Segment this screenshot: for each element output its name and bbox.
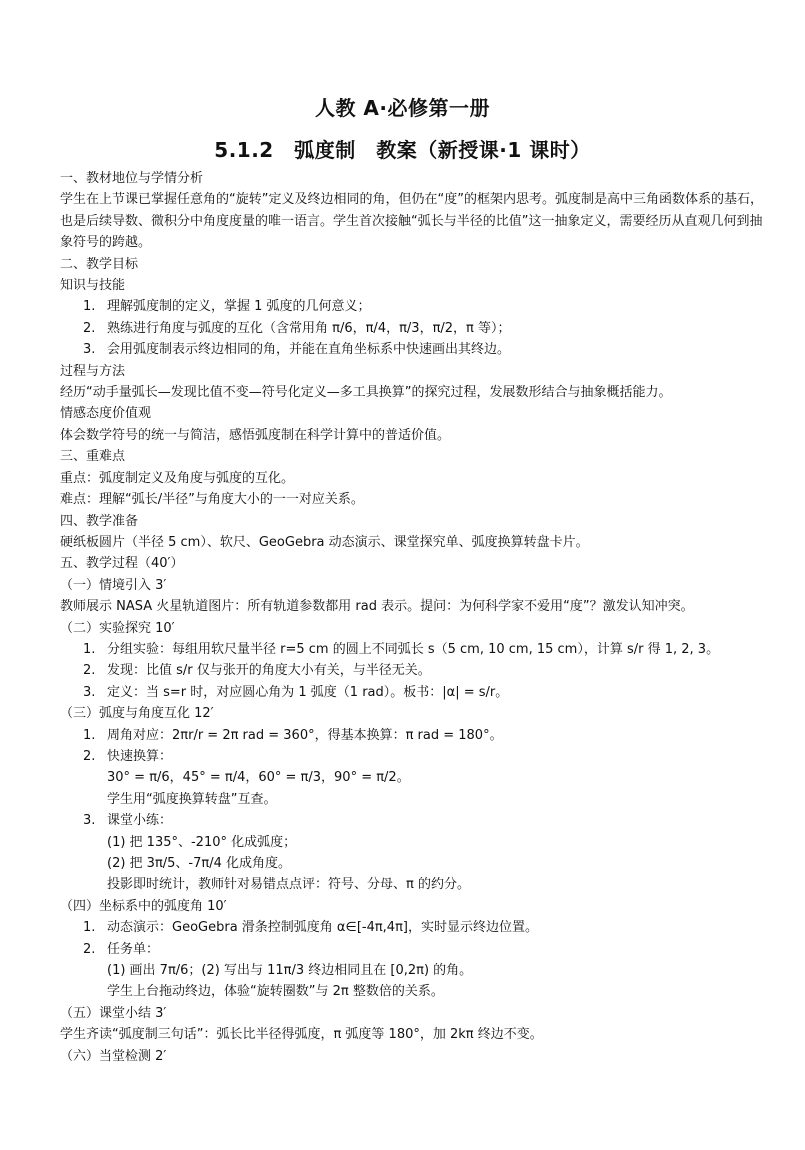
list-subline: (1) 画出 7π/6；(2) 写出与 11π/3 终边相同且在 [0,2π) 的角。 — [107, 963, 473, 979]
list-item — [60, 939, 772, 960]
list-text: 定义：当 s=r 时，对应圆心角为 1 弧度（1 rad）。板书：|α| = s/r。 — [107, 684, 509, 700]
key-point: 重点：弧度制定义及角度与弧度的互化。 — [60, 470, 295, 486]
section-heading: 三、重难点 — [60, 449, 126, 465]
list-number: 1. — [83, 299, 96, 315]
list-text: 周角对应：2πr/r = 2π rad = 360°，得基本换算：π rad = 180°。 — [107, 727, 503, 743]
list-number: 2. — [83, 941, 96, 957]
list-number: 2. — [83, 748, 96, 764]
subsection-heading: （六）当堂检测 2′ — [60, 1048, 167, 1064]
paragraph: 教师展示 NASA 火星轨道图片：所有轨道参数都用 rad 表示。提问：为何科学家不爱用“度”？激发认知冲突。 — [60, 599, 694, 615]
list-number: 3. — [83, 684, 96, 700]
list-item — [60, 725, 772, 746]
paragraph: 硬纸板圆片（半径 5 cm）、软尺、GeoGebra 动态演示、课堂探究单、弧度换算转盘卡片。 — [60, 534, 589, 550]
list-subline: 学生上台拖动终边，体验“旋转圈数”与 2π 整数倍的关系。 — [107, 984, 444, 1000]
list-number: 1. — [83, 920, 96, 936]
list-text: 分组实验：每组用软尺量半径 r=5 cm 的圆上不同弧长 s（5 cm, 10 cm, 15 cm），计算 s/r 得 1, 2, 3。 — [107, 641, 720, 657]
section-heading: 二、教学目标 — [60, 256, 139, 272]
subsection-heading: （一）情境引入 3′ — [60, 577, 167, 593]
document-body — [60, 168, 772, 1067]
list-subline: (1) 把 135°、-210° 化成弧度； — [107, 834, 297, 850]
subsection-heading: （二）实验探究 10′ — [60, 620, 175, 636]
list-item — [60, 639, 772, 660]
paragraph: 学生齐读“弧度制三句话”：弧长比半径得弧度，π 弧度等 180°，加 2kπ 终边不变。 — [60, 1027, 543, 1043]
list-number: 1. — [83, 641, 96, 657]
subsection-heading: （五）课堂小结 3′ — [60, 1005, 167, 1021]
paragraph: 体会数学符号的统一与简洁，感悟弧度制在科学计算中的普适价值。 — [60, 427, 451, 443]
list-item — [60, 917, 772, 938]
list-subline: 投影即时统计，教师针对易错点点评：符号、分母、π 的约分。 — [107, 877, 470, 893]
list-subline: 学生用“弧度换算转盘”互查。 — [107, 791, 277, 807]
subsection-heading: 过程与方法 — [60, 363, 126, 379]
list-text: 发现：比值 s/r 仅与张开的角度大小有关，与半径无关。 — [107, 663, 431, 679]
subsection-heading: （四）坐标系中的弧度角 10′ — [60, 898, 227, 914]
list-item — [60, 660, 772, 681]
paragraph: 经历“动手量弧长—发现比值不变—符号化定义—多工具换算”的探究过程，发展数形结合与抽象概括能力。 — [60, 385, 672, 401]
lesson-title: 5.1.2 弧度制 教案（新授课·1 课时） — [214, 138, 591, 162]
list-text: 任务单： — [107, 941, 160, 957]
list-item — [60, 810, 772, 831]
list-subline: 30° = π/6，45° = π/4，60° = π/3，90° = π/2。 — [107, 770, 410, 786]
list-item — [60, 318, 772, 339]
list-number: 3. — [83, 342, 96, 358]
subsection-heading: 知识与技能 — [60, 278, 126, 294]
list-item — [60, 682, 772, 703]
list-text: 快速换算： — [107, 748, 173, 764]
section-heading: 五、教学过程（40′） — [60, 556, 184, 572]
list-text: 熟练进行角度与弧度的互化（含常用角 π/6，π/4，π/3，π/2，π 等）； — [107, 320, 511, 336]
subsection-heading: （三）弧度与角度互化 12′ — [60, 706, 214, 722]
list-number: 2. — [83, 663, 96, 679]
section-heading: 四、教学准备 — [60, 513, 139, 529]
list-item — [60, 339, 772, 360]
list-number: 3. — [83, 813, 96, 829]
paragraph: 学生在上节课已掌握任意角的“旋转”定义及终边相同的角，但仍在“度”的框架内思考。弧度制是高中三角函数体系的基石，也是后续导数、微积分中角度度量的唯一语言。学生首次接触“弧长与半径的比值”这一抽象定义，需要经历从直观几何到抽象符号的跨越。 — [60, 192, 763, 251]
list-item — [60, 296, 772, 317]
list-text: 课堂小练： — [107, 813, 173, 829]
list-text: 理解弧度制的定义，掌握 1 弧度的几何意义； — [107, 299, 371, 315]
list-text: 会用弧度制表示终边相同的角，并能在直角坐标系中快速画出其终边。 — [107, 342, 511, 358]
difficulty-point: 难点：理解“弧长/半径”与角度大小的一一对应关系。 — [60, 492, 364, 508]
document-title: 人教 A·必修第一册 — [314, 96, 491, 120]
list-number: 2. — [83, 320, 96, 336]
list-subline: (2) 把 3π/5、-7π/4 化成角度。 — [107, 856, 291, 871]
list-text: 动态演示：GeoGebra 滑条控制弧度角 α∈[-4π,4π]，实时显示终边位置。 — [107, 920, 538, 936]
list-number: 1. — [83, 727, 96, 743]
list-item — [60, 746, 772, 767]
subsection-heading: 情感态度价值观 — [60, 406, 152, 422]
section-heading: 一、教材地位与学情分析 — [60, 171, 204, 186]
